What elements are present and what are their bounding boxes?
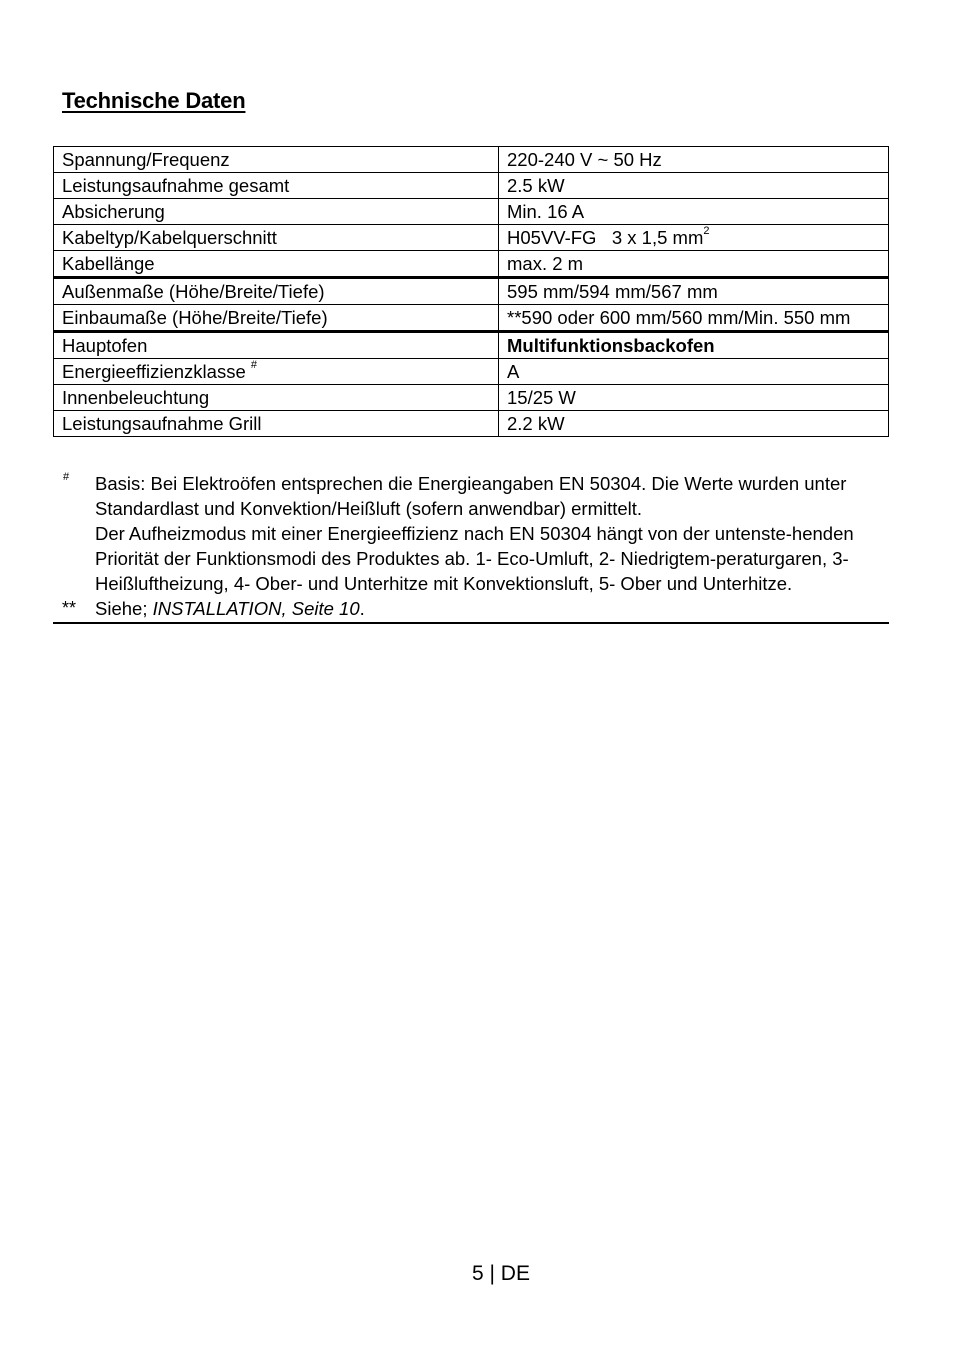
table-row	[54, 332, 889, 359]
table-row	[54, 359, 889, 385]
row-label: Spannung/Frequenz	[54, 147, 499, 173]
row-label: Kabellänge	[54, 251, 499, 278]
footnote-mark: #	[250, 358, 258, 371]
table-row	[54, 173, 889, 199]
table-row	[54, 147, 889, 173]
table-row	[54, 385, 889, 411]
footnote-star	[53, 596, 889, 621]
row-value: **590 oder 600 mm/560 mm/Min. 550 mm	[499, 305, 889, 332]
footnote-marker: **	[62, 598, 77, 618]
period: .	[359, 598, 365, 619]
footnotes	[53, 471, 889, 624]
footnote-marker: #	[63, 471, 70, 483]
reference-text: INSTALLATION, Seite 10	[152, 598, 360, 619]
page-footer	[0, 1262, 954, 1286]
row-label: Einbaumaße (Höhe/Breite/Tiefe)	[54, 305, 499, 332]
footnote-text: Der Aufheizmodus mit einer Energieeffizienz nach EN 50304 hängt von der untenste-henden Priorität der Funktionsmodi des Produktes ab. 1- Eco-Umluft, 2- Niedrigtem-peraturgaren, 3-Heißluftheizung, 4- Ober- und Unterhitze mit Konvektionsluft, 5- Ober und Unterhitze.	[95, 523, 854, 594]
table-row	[54, 278, 889, 305]
row-label: Hauptofen	[54, 332, 499, 359]
row-label: Innenbeleuchtung	[54, 385, 499, 411]
row-label	[54, 359, 499, 385]
table-row	[54, 305, 889, 332]
see-text: Siehe;	[95, 598, 153, 619]
row-value: Multifunktionsbackofen	[499, 332, 889, 359]
row-label: Absicherung	[54, 199, 499, 225]
row-value: max. 2 m	[499, 251, 889, 278]
table-row	[54, 199, 889, 225]
cable-value-text: H05VV-FG 3 x 1,5 mm	[507, 227, 704, 248]
energy-label-text: Energieeffizienzklasse	[62, 361, 246, 382]
row-label: Außenmaße (Höhe/Breite/Tiefe)	[54, 278, 499, 305]
row-value: 2.5 kW	[499, 173, 889, 199]
superscript: 2	[703, 224, 710, 237]
page-title: Technische Daten	[62, 88, 246, 113]
row-value	[499, 225, 889, 251]
table-row	[54, 225, 889, 251]
technical-data-table	[53, 146, 889, 437]
footnote-hash	[53, 471, 889, 596]
footnote-text: Basis: Bei Elektroöfen entsprechen die Energieangaben EN 50304. Die Werte wurden unter Standardlast und Konvektion/Heißluft (sofern anwendbar) ermittelt.	[95, 473, 847, 519]
footnote-text	[95, 596, 889, 621]
row-value: 595 mm/594 mm/567 mm	[499, 278, 889, 305]
table-row	[54, 411, 889, 437]
page-number: 5 | DE	[472, 1262, 530, 1285]
row-value: A	[499, 359, 889, 385]
row-value: 220-240 V ~ 50 Hz	[499, 147, 889, 173]
row-value: 2.2 kW	[499, 411, 889, 437]
row-value: Min. 16 A	[499, 199, 889, 225]
row-label: Leistungsaufnahme Grill	[54, 411, 499, 437]
row-label: Leistungsaufnahme gesamt	[54, 173, 499, 199]
row-value: 15/25 W	[499, 385, 889, 411]
table-row	[54, 251, 889, 278]
row-label: Kabeltyp/Kabelquerschnitt	[54, 225, 499, 251]
